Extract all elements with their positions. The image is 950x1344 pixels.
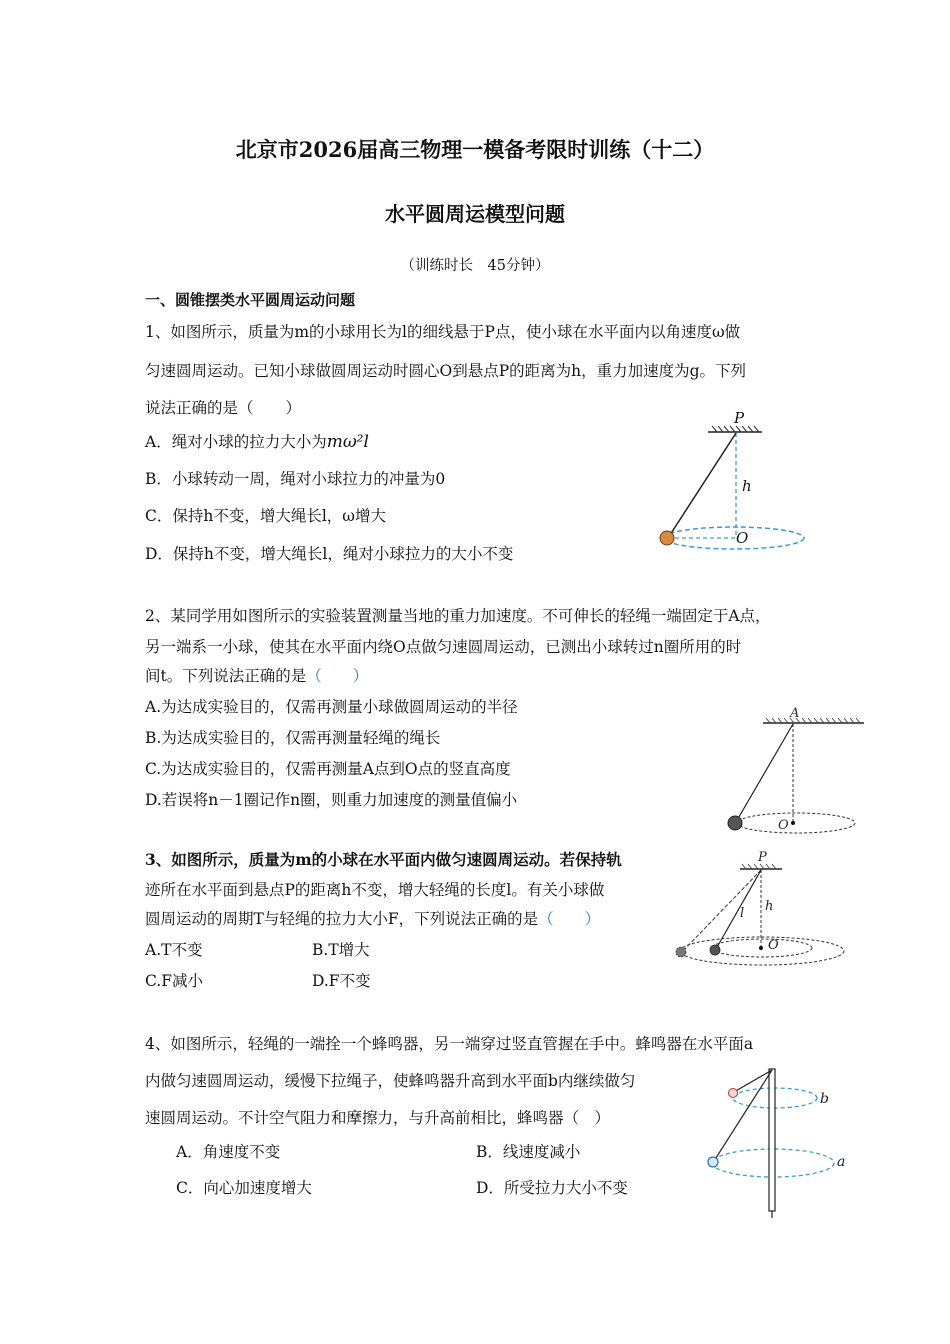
q3-option-a[interactable]: A.T不变 [145,941,203,959]
q1-label-p: P [734,409,745,427]
q1-option-c[interactable]: C．保持h不变，增大绳长l，ω增大 [145,507,386,525]
q2-stem-line2: 另一端系一小球，使其在水平面内绕O点做匀速圆周运动，已测出小球转过n圈所用的时 [145,638,742,656]
q1-label-o: O [736,529,749,547]
q3-stem-line2: 迹所在水平面到悬点P的距离h不变，增大轻绳的长度l。有关小球做 [145,881,605,899]
training-duration: （训练时长 45分钟） [400,258,550,274]
q2-label-a: A [790,706,800,721]
q2-stem-line1: 2、某同学用如图所示的实验装置测量当地的重力加速度。不可伸长的轻绳一端固定于A点， [145,607,771,625]
q4-label-b: b [820,1091,829,1107]
q1-stem-line3: 说法正确的是（ ） [145,399,302,417]
section-heading: 一、圆锥摆类水平圆周运动问题 [145,291,356,309]
q1-label-h: h [742,477,752,495]
q4-option-b[interactable]: B．线速度减小 [476,1143,581,1161]
q4-stem-line3: 速圆周运动。不计空气阻力和摩擦力，与升高前相比，蜂鸣器（ ） [145,1109,611,1127]
q1-option-b[interactable]: B．小球转动一周，绳对小球拉力的冲量为0 [145,470,446,488]
q2-option-b[interactable]: B.为达成实验目的，仅需再测量轻绳的绳长 [145,729,441,747]
q2-option-a[interactable]: A.为达成实验目的，仅需再测量小球做圆周运动的半径 [145,698,518,716]
q2-pendulum-figure [720,703,865,838]
q3-pendulum-figure [672,845,847,975]
q3-option-d[interactable]: D.F不变 [312,972,371,990]
q4-label-a: a [837,1154,846,1170]
q1-stem-line2: 匀速圆周运动。已知小球做圆周运动时圆心O到悬点P的距离为h，重力加速度为g。下列 [145,362,747,380]
q1-option-a[interactable]: A．绳对小球的拉力大小为mω²l [145,432,369,452]
page-subtitle: 水平圆周运模型问题 [385,202,565,226]
q1-conical-pendulum-figure [650,405,820,565]
q1-option-d[interactable]: D．保持h不变，增大绳长l，绳对小球拉力的大小不变 [145,545,514,563]
q1-stem-line1: 1、如图所示，质量为m的小球用长为l的细线悬于P点，使小球在水平面内以角速度ω做 [145,323,741,341]
q3-label-l: l [740,906,745,921]
q3-label-h: h [765,899,774,914]
q1-option-a-formula: mω²l [326,432,369,452]
q3-option-c[interactable]: C.F减小 [145,972,203,990]
q3-option-b[interactable]: B.T增大 [312,941,370,959]
q4-option-a[interactable]: A．角速度不变 [176,1143,281,1161]
page-title: 北京市2026届高三物理一模备考限时训练（十二） [235,137,715,162]
q4-buzzer-tube-figure [700,1063,850,1223]
q4-stem-line1: 4、如图所示，轻绳的一端拴一个蜂鸣器，另一端穿过竖直管握在手中。蜂鸣器在水平面a [145,1035,754,1053]
q2-label-o: O [778,818,789,833]
q4-option-c[interactable]: C．向心加速度增大 [176,1179,312,1197]
q4-option-d[interactable]: D．所受拉力大小不变 [476,1179,628,1197]
q3-stem-line3: 圆周运动的周期T与轻绳的拉力大小F，下列说法正确的是（ ） [145,910,601,928]
q2-stem-line3: 间t。下列说法正确的是（ ） [145,667,369,685]
q4-stem-line2: 内做匀速圆周运动，缓慢下拉绳子，使蜂鸣器升高到水平面b内继续做匀 [145,1072,636,1090]
q3-label-o: O [768,938,779,953]
q3-label-p: P [758,850,767,865]
q2-option-c[interactable]: C.为达成实验目的，仅需再测量A点到O点的竖直高度 [145,760,511,778]
q2-option-d[interactable]: D.若误将n－1圈记作n圈，则重力加速度的测量值偏小 [145,791,518,809]
q3-stem-line1: 3、如图所示，质量为m的小球在水平面内做匀速圆周运动。若保持轨 [145,850,622,869]
